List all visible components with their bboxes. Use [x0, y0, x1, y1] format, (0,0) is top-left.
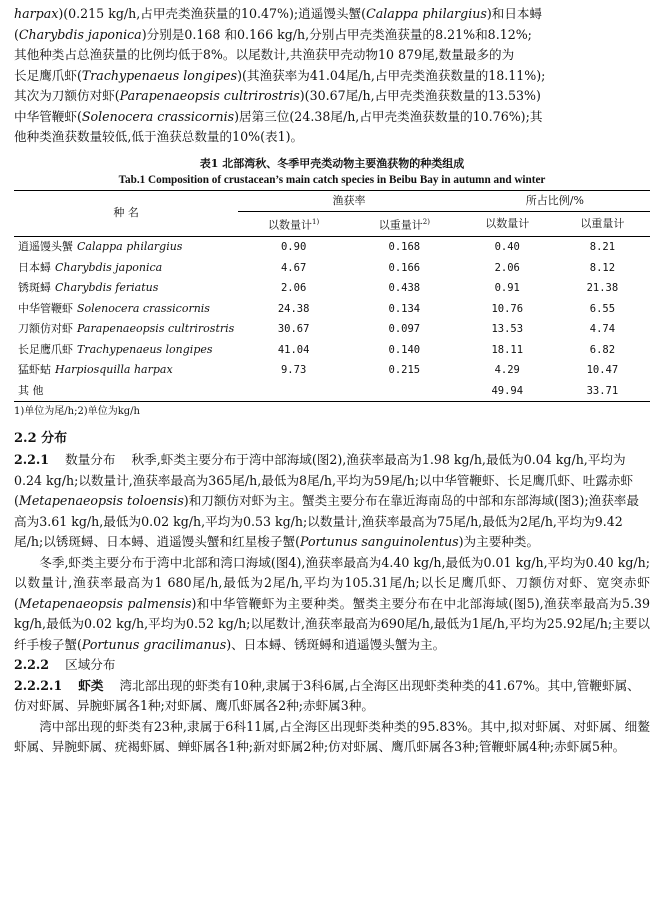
species-name-cell	[14, 360, 238, 381]
value-prop-count: 2.06	[494, 261, 520, 274]
value-by-weight: 0.097	[388, 323, 421, 336]
species-cn: 刀额仿对虾	[18, 322, 73, 336]
species-cn: 猛虾蛄	[18, 363, 51, 377]
value-by-count: 41.04	[277, 343, 310, 356]
value-by-count: 30.67	[277, 323, 310, 336]
table-row	[14, 278, 650, 299]
north-bay-paragraph: 湾北部出现的虾类有10种,隶属于3科6属,占全海区出现虾类种类的41.67%。其中,管鞭虾属、仿对虾属、异腕虾属各1种;对虾属、鹰爪虾属各2种;赤虾属3种。	[14, 677, 640, 714]
section-2-2-2-title: 区域分布	[65, 657, 116, 673]
section-2-2-1-number: 2.2.1	[14, 452, 50, 468]
species-latin: Trachypenaeus longipes	[77, 342, 213, 356]
col-proportion: 所占比例/%	[460, 190, 650, 212]
col-catch-rate: 渔获率	[238, 190, 459, 212]
value-by-count: 4.67	[280, 261, 307, 274]
value-prop-weight: 6.55	[589, 302, 616, 315]
page	[14, 4, 650, 758]
species-cn: 锈斑蟳	[18, 281, 51, 295]
value-prop-count: 4.29	[494, 364, 520, 377]
value-prop-weight: 6.82	[589, 343, 616, 356]
species-latin: Harpiosquilla harpax	[55, 363, 173, 377]
value-prop-count: 10.76	[491, 302, 524, 315]
table-caption-en: Tab.1 Composition of crustacean’s main catch species in Beibu Bay in autumn and winter	[118, 173, 546, 186]
col-prop-count: 以数量计	[460, 212, 555, 237]
species-latin: Charybdis feriatus	[55, 281, 159, 295]
species-cn: 长足鹰爪虾	[18, 342, 73, 356]
value-by-weight: 0.168	[388, 241, 421, 254]
intro-line: 其次为刀额仿对虾(Parapenaeopsis cultrirostris)(30.67尾/h,占甲壳类渔获数量的13.53%)	[14, 88, 541, 103]
value-prop-count: 49.94	[491, 384, 524, 397]
value-prop-count: 18.11	[491, 343, 524, 356]
value-by-count: 0.90	[280, 241, 307, 254]
value-prop-count: 13.53	[491, 323, 524, 336]
value-prop-weight: 10.47	[586, 364, 619, 377]
table-row	[14, 237, 650, 258]
section-2-2-title: 2.2 分布	[14, 431, 68, 447]
col-by-weight: 以重量计$^{2)}$	[349, 212, 460, 237]
table-row	[14, 340, 650, 361]
value-prop-weight: 33.71	[586, 384, 619, 397]
value-by-weight	[349, 381, 460, 402]
value-by-weight: 0.166	[388, 261, 421, 274]
value-by-weight: 0.134	[388, 302, 421, 315]
table-caption-cn: 表1 北部湾秋、冬季甲壳类动物主要渔获物的种类组成	[199, 156, 465, 170]
autumn-paragraph: 秋季,虾类主要分布于湾中部海域(图2),渔获率最高为1.98 kg/h,最低为0.04 kg/h,平均为0.24 kg/h;以数量计,渔获率最高为365尾/h,最低为8尾/h,平均为59尾/h;以中华管鞭虾、长足鹰爪虾、吐露赤虾(Metapenaeopsis toloensis)和刀额仿对虾为主。蟹类主要分布在靠近海南岛的中部和东部海域(图3);渔获率最高为3.61 kg/h,最低为0.02 kg/h,平均为0.53 kg/h;以数量计,渔获率最高为75尾/h,最低为2尾/h,平均为9.42尾/h;以锈斑蟳、日本蟳、逍遥馒头蟹和红星梭子蟹(Portunus sanguinolentus)为主要种类。	[14, 452, 639, 550]
value-prop-count: 0.40	[494, 241, 520, 254]
species-name-cell	[14, 381, 238, 402]
table-row	[14, 360, 650, 381]
value-by-count: 2.06	[280, 282, 307, 295]
species-table	[14, 190, 650, 403]
section-2-2-2-1-number: 2.2.2.1	[14, 677, 63, 693]
species-name-cell	[14, 299, 238, 320]
species-latin: Parapenaeopsis cultrirostris	[77, 322, 235, 336]
intro-line: harpax)(0.215 kg/h,占甲壳类渔获量的10.47%);逍遥馒头蟹(Calappa philargius)和日本蟳	[14, 6, 543, 21]
species-name-cell	[14, 258, 238, 279]
intro-line: 他种类渔获数量较低,低于渔获总数量的10%(表1)。	[14, 129, 304, 144]
value-prop-count: 0.91	[494, 282, 520, 295]
value-by-weight: 0.438	[388, 282, 421, 295]
col-species: 种 名	[14, 190, 238, 237]
species-cn: 日本蟳	[18, 260, 51, 274]
species-latin: Calappa philargius	[77, 240, 183, 254]
col-by-count: 以数量计$^{1)}$	[238, 212, 349, 237]
species-latin: Charybdis japonica	[55, 260, 163, 274]
table-row	[14, 319, 650, 340]
section-2-2-1-title: 数量分布	[65, 452, 116, 468]
value-by-weight: 0.140	[388, 343, 421, 356]
winter-paragraph: 冬季,虾类主要分布于湾中北部和湾口海域(图4),渔获率最高为4.40 kg/h,最低为0.01 kg/h,平均为0.40 kg/h;以数量计,渔获率最高为1 680尾/h,最低为2尾/h,平均为105.31尾/h;以长足鹰爪虾、刀额仿对虾、宽突赤虾(Metapenaeopsis palmensis)和中华管鞭虾为主要种类。蟹类主要分布在中北部海域(图5),渔获率最高为5.39 kg/h,最低为0.02 kg/h,平均为0.52 kg/h;以尾数计,渔获率最高为690尾/h,最低为1尾/h,平均为25.92尾/h;主要以纤手梭子蟹(Portunus gracilimanus)、日本蟳、锈斑蟳和逍遥馒头蟹为主。	[14, 554, 650, 652]
table-row	[14, 299, 650, 320]
value-prop-weight: 21.38	[586, 282, 619, 295]
species-name-cell	[14, 237, 238, 258]
intro-line: (Charybdis japonica)分别是0.168 和0.166 kg/h,分别占甲壳类渔获量的8.21%和8.12%;	[14, 26, 532, 42]
value-by-count: 9.73	[280, 364, 307, 377]
species-cn: 中华管鞭虾	[18, 301, 73, 315]
species-name-cell	[14, 278, 238, 299]
section-2-2-2-number: 2.2.2	[14, 657, 50, 673]
value-by-count: 24.38	[277, 302, 310, 315]
middle-bay-paragraph: 湾中部出现的虾类有23种,隶属于6科11属,占全海区出现虾类种类的95.83%。其中,拟对虾属、对虾属、细鳌虾属、异腕虾属、疣褐虾属、蝉虾属各1种;新对虾属2种;仿对虾属、鹰爪虾属各3种;管鞭虾属4种;赤虾属5种。	[14, 718, 650, 755]
species-latin: Solenocera crassicornis	[77, 301, 210, 315]
value-by-weight: 0.215	[388, 364, 421, 377]
intro-line: 其他种类占总渔获量的比例均低于8%。以尾数计,共渔获甲壳动物10 879尾,数量最多的为	[14, 47, 515, 62]
table-row	[14, 258, 650, 279]
species-cn: 逍遥馒头蟹	[18, 240, 73, 254]
col-prop-weight: 以重量计	[555, 212, 650, 237]
value-by-count	[238, 381, 349, 402]
value-prop-weight: 8.12	[589, 261, 616, 274]
value-prop-weight: 8.21	[589, 241, 616, 254]
intro-line: 中华管鞭虾(Solenocera crassicornis)居第三位(24.38尾/h,占甲壳类渔获数量的10.76%);其	[14, 108, 543, 124]
table-footnote: 1)单位为尾/h;2)单位为kg/h	[14, 406, 140, 418]
intro-paragraph	[14, 4, 650, 148]
species-name-cell	[14, 319, 238, 340]
value-prop-weight: 4.74	[589, 323, 616, 336]
species-cn: 其 他	[18, 383, 44, 397]
intro-line: 长足鹰爪虾(Trachypenaeus longipes)(其渔获率为41.04尾/h,占甲壳类渔获数量的18.11%);	[14, 67, 546, 83]
table-row	[14, 381, 650, 402]
species-name-cell	[14, 340, 238, 361]
section-2-2-2-1-title: 虾类	[78, 677, 104, 693]
